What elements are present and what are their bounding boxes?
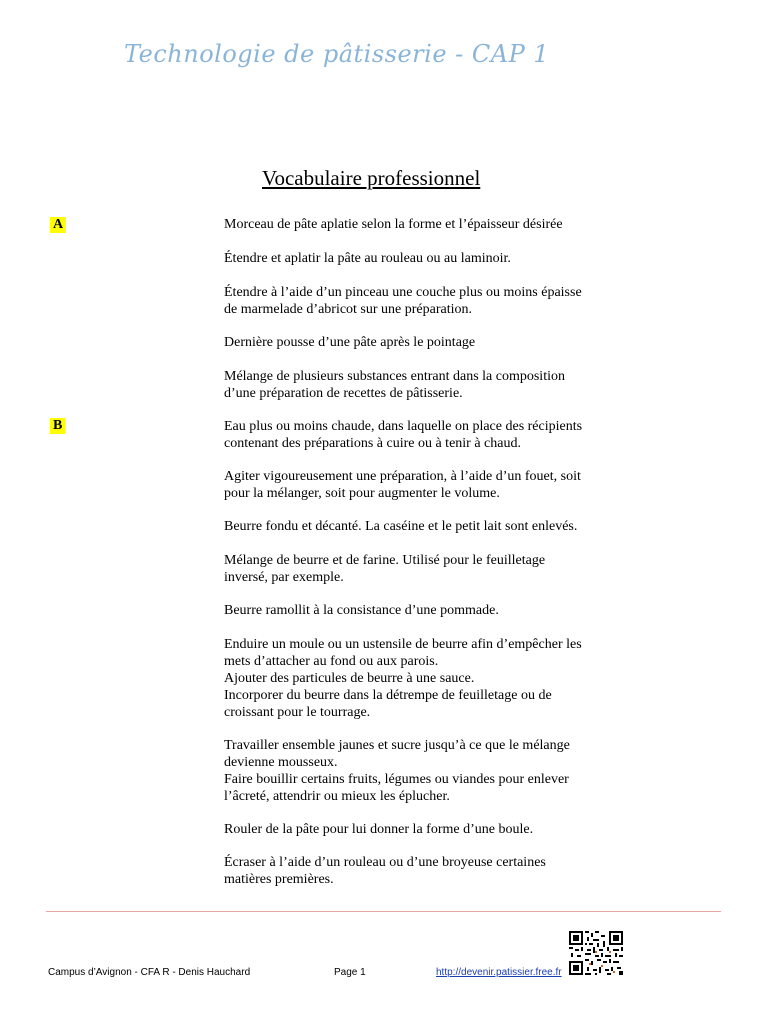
section-letter-b: B	[50, 418, 65, 434]
footer-divider	[46, 911, 721, 912]
footer-page-number: Page 1	[334, 967, 366, 978]
section-letter-a: A	[50, 217, 66, 233]
definition: Eau plus ou moins chaude, dans laquelle on place des récipients contenant des préparations à cuire ou à tenir à chaud.	[224, 419, 583, 451]
definition: Mélange de beurre et de farine. Utilisé pour le feuilletage inversé, par exemple.	[224, 553, 546, 585]
definition: Morceau de pâte aplatie selon la forme et l’épaisseur désirée	[224, 217, 563, 232]
definition: Mélange de plusieurs substances entrant dans la composition d’une préparation de recettes de pâtisserie.	[224, 369, 565, 401]
definition: Beurre ramollit à la consistance d’une pommade.	[224, 603, 499, 618]
definition: Dernière pousse d’une pâte après le pointage	[224, 335, 476, 350]
footer-website-link[interactable]: http://devenir.patissier.free.fr	[436, 967, 562, 978]
definition: Enduire un moule ou un ustensile de beurre afin d’empêcher les mets d’attacher au fond ou aux parois. Ajouter des particules de beurre à une sauce. Incorporer du beurre dans la détrempe de feuilletage ou de croissant pour le tourrage.	[224, 637, 582, 720]
definition: Écraser à l’aide d’un rouleau ou d’une broyeuse certaines matières premières.	[224, 855, 546, 887]
page-header-title: Technologie de pâtisserie - CAP 1	[124, 40, 550, 68]
definition: Rouler de la pâte pour lui donner la forme d’une boule.	[224, 822, 534, 837]
document-title: Vocabulaire professionnel	[262, 166, 481, 190]
definition: Étendre à l’aide d’un pinceau une couche plus ou moins épaisse de marmelade d’abricot sur une préparation.	[224, 285, 582, 317]
qr-code-icon	[569, 931, 623, 975]
definition: Étendre et aplatir la pâte au rouleau ou au laminoir.	[224, 251, 511, 266]
definition: Agiter vigoureusement une préparation, à l’aide d’un fouet, soit pour la mélanger, soit pour augmenter le volume.	[224, 469, 581, 501]
definition: Beurre fondu et décanté. La caséine et le petit lait sont enlevés.	[224, 519, 578, 534]
definition: Travailler ensemble jaunes et sucre jusqu’à ce que le mélange devienne mousseux. Faire bouillir certains fruits, légumes ou viandes pour enlever l’âcreté, attendrir ou mieux les éplucher.	[224, 738, 570, 804]
footer-organization: Campus d’Avignon - CFA R - Denis Hauchard	[48, 967, 251, 978]
